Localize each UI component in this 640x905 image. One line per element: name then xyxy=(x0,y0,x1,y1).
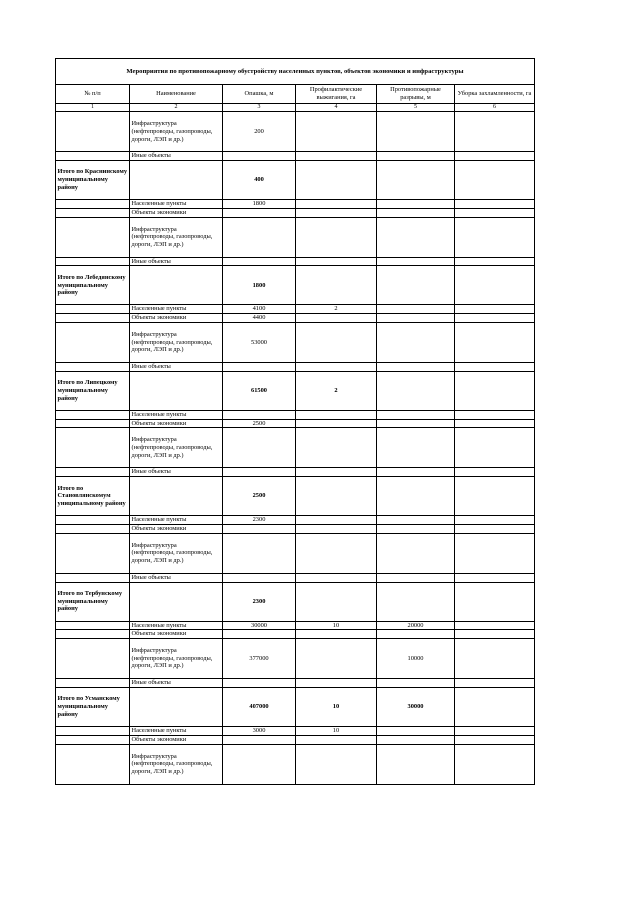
header-cell: Противопожарные разрывы, м xyxy=(377,85,455,104)
table-row xyxy=(56,217,535,257)
table-cell-c5 xyxy=(377,362,455,371)
table-cell-c4 xyxy=(296,516,377,525)
table-cell-c6 xyxy=(455,639,535,679)
table-cell-c6 xyxy=(455,371,535,410)
table-cell-c4 xyxy=(296,735,377,744)
table-cell-c5: 20000 xyxy=(377,621,455,630)
table-cell-c2: Объекты экономики xyxy=(130,735,223,744)
table-cell-c4 xyxy=(296,533,377,573)
table-cell-c5 xyxy=(377,726,455,735)
table-cell-c3 xyxy=(223,428,296,468)
table-cell-c3: 200 xyxy=(223,112,296,152)
table-row xyxy=(56,533,535,573)
table-cell-c2: Населенные пункты xyxy=(130,305,223,314)
table-cell-c4: 10 xyxy=(296,687,377,726)
table-cell-c1 xyxy=(56,152,130,161)
table-cell-c3 xyxy=(223,152,296,161)
document-sheet xyxy=(55,58,534,785)
district-total-row xyxy=(56,477,535,516)
table-cell-c1 xyxy=(56,112,130,152)
table-cell-c2: Иные объекты xyxy=(130,362,223,371)
column-number-cell: 4 xyxy=(296,104,377,112)
table-cell-c6 xyxy=(455,314,535,323)
column-number-cell: 2 xyxy=(130,104,223,112)
table-cell-c1 xyxy=(56,217,130,257)
table-row xyxy=(56,639,535,679)
table-cell-c4 xyxy=(296,152,377,161)
table-cell-c2: Иные объекты xyxy=(130,679,223,688)
table-cell-c6 xyxy=(455,477,535,516)
district-total-row xyxy=(56,160,535,199)
table-cell-c6 xyxy=(455,208,535,217)
district-total-row xyxy=(56,266,535,305)
table-cell-c2: Иные объекты xyxy=(130,257,223,266)
table-cell-c1 xyxy=(56,419,130,428)
table-cell-c2: Инфраструктура (нефтепроводы, газопроводы, дороги, ЛЭП и др.) xyxy=(130,744,223,784)
table-cell-c4 xyxy=(296,524,377,533)
column-number-row xyxy=(56,104,535,112)
table-cell-c6 xyxy=(455,410,535,419)
table-cell-c3: 407000 xyxy=(223,687,296,726)
table-cell-c5 xyxy=(377,477,455,516)
table-cell-c2: Иные объекты xyxy=(130,152,223,161)
table-cell-c3: 2300 xyxy=(223,516,296,525)
table-cell-c2 xyxy=(130,477,223,516)
table-cell-c4 xyxy=(296,744,377,784)
table-row xyxy=(56,428,535,468)
table-cell-c3: 1800 xyxy=(223,199,296,208)
table-cell-c5 xyxy=(377,199,455,208)
header-cell: Профилактические выжигания, га xyxy=(296,85,377,104)
table-cell-c1 xyxy=(56,516,130,525)
district-total-row xyxy=(56,687,535,726)
district-total-row xyxy=(56,582,535,621)
table-row xyxy=(56,322,535,362)
table-cell-c6 xyxy=(455,428,535,468)
table-cell-c4: 10 xyxy=(296,621,377,630)
table-row xyxy=(56,679,535,688)
table-cell-c2: Инфраструктура (нефтепроводы, газопроводы, дороги, ЛЭП и др.) xyxy=(130,428,223,468)
table-cell-c3: 30000 xyxy=(223,621,296,630)
table-cell-c4 xyxy=(296,266,377,305)
table-cell-c3: 2500 xyxy=(223,477,296,516)
table-cell-c2: Инфраструктура (нефтепроводы, газопроводы, дороги, ЛЭП и др.) xyxy=(130,533,223,573)
table-cell-c1 xyxy=(56,410,130,419)
table-cell-c3 xyxy=(223,744,296,784)
table-cell-c6 xyxy=(455,726,535,735)
table-cell-c1 xyxy=(56,257,130,266)
table-cell-c4 xyxy=(296,199,377,208)
table-cell-c2: Инфраструктура (нефтепроводы, газопроводы, дороги, ЛЭП и др.) xyxy=(130,639,223,679)
fire-safety-table xyxy=(55,58,535,785)
table-cell-c6 xyxy=(455,744,535,784)
table-cell-c6 xyxy=(455,152,535,161)
table-cell-c1 xyxy=(56,630,130,639)
table-row xyxy=(56,630,535,639)
table-cell-c6 xyxy=(455,621,535,630)
table-cell-c1: Итого по Становлянскомум униципальному району xyxy=(56,477,130,516)
table-cell-c2: Объекты экономики xyxy=(130,208,223,217)
table-cell-c5 xyxy=(377,152,455,161)
table-row xyxy=(56,199,535,208)
table-cell-c4 xyxy=(296,160,377,199)
table-cell-c3 xyxy=(223,410,296,419)
table-cell-c4 xyxy=(296,428,377,468)
table-cell-c5 xyxy=(377,516,455,525)
table-cell-c2 xyxy=(130,687,223,726)
table-cell-c5 xyxy=(377,533,455,573)
table-cell-c3 xyxy=(223,524,296,533)
table-cell-c1: Итого по Усманскому муниципальному району xyxy=(56,687,130,726)
table-cell-c2: Населенные пункты xyxy=(130,410,223,419)
table-cell-c1 xyxy=(56,621,130,630)
table-cell-c6 xyxy=(455,362,535,371)
table-row xyxy=(56,735,535,744)
table-cell-c1 xyxy=(56,468,130,477)
table-cell-c5 xyxy=(377,428,455,468)
table-cell-c5 xyxy=(377,582,455,621)
table-row xyxy=(56,152,535,161)
table-cell-c4 xyxy=(296,679,377,688)
table-cell-c6 xyxy=(455,679,535,688)
table-cell-c5 xyxy=(377,744,455,784)
table-cell-c6 xyxy=(455,305,535,314)
table-row xyxy=(56,744,535,784)
table-row xyxy=(56,314,535,323)
table-cell-c1 xyxy=(56,679,130,688)
table-cell-c5 xyxy=(377,410,455,419)
table-cell-c2: Населенные пункты xyxy=(130,199,223,208)
table-cell-c4 xyxy=(296,630,377,639)
table-cell-c3: 2500 xyxy=(223,419,296,428)
table-cell-c5 xyxy=(377,371,455,410)
table-cell-c2: Иные объекты xyxy=(130,468,223,477)
table-cell-c5 xyxy=(377,305,455,314)
table-title: Мероприятия по противопожарному обустройству населенных пунктов, объектов экономики и инфраструктуры xyxy=(56,59,535,85)
table-cell-c6 xyxy=(455,516,535,525)
table-cell-c6 xyxy=(455,217,535,257)
table-cell-c1 xyxy=(56,208,130,217)
table-cell-c5 xyxy=(377,160,455,199)
table-cell-c5 xyxy=(377,322,455,362)
table-cell-c5 xyxy=(377,419,455,428)
table-cell-c5: 10000 xyxy=(377,639,455,679)
table-cell-c1 xyxy=(56,362,130,371)
table-cell-c4 xyxy=(296,217,377,257)
table-cell-c6 xyxy=(455,266,535,305)
table-cell-c1 xyxy=(56,744,130,784)
table-cell-c2: Объекты экономики xyxy=(130,419,223,428)
table-cell-c5 xyxy=(377,573,455,582)
table-cell-c3: 4100 xyxy=(223,305,296,314)
table-row xyxy=(56,516,535,525)
table-cell-c2: Населенные пункты xyxy=(130,726,223,735)
table-row xyxy=(56,362,535,371)
table-cell-c5 xyxy=(377,208,455,217)
table-cell-c5 xyxy=(377,524,455,533)
table-cell-c5 xyxy=(377,112,455,152)
table-row xyxy=(56,573,535,582)
table-cell-c5 xyxy=(377,735,455,744)
table-cell-c3 xyxy=(223,208,296,217)
table-cell-c6 xyxy=(455,160,535,199)
table-cell-c2 xyxy=(130,582,223,621)
table-cell-c2: Населенные пункты xyxy=(130,621,223,630)
table-cell-c4 xyxy=(296,257,377,266)
table-cell-c6 xyxy=(455,582,535,621)
table-cell-c5 xyxy=(377,314,455,323)
district-total-row xyxy=(56,371,535,410)
table-cell-c4 xyxy=(296,582,377,621)
header-cell: Наименование xyxy=(130,85,223,104)
table-cell-c6 xyxy=(455,199,535,208)
table-cell-c2 xyxy=(130,266,223,305)
table-cell-c3: 2300 xyxy=(223,582,296,621)
table-cell-c3 xyxy=(223,217,296,257)
table-cell-c5 xyxy=(377,266,455,305)
table-cell-c4 xyxy=(296,208,377,217)
table-cell-c3 xyxy=(223,468,296,477)
table-cell-c6 xyxy=(455,687,535,726)
table-cell-c5 xyxy=(377,257,455,266)
table-cell-c5 xyxy=(377,679,455,688)
table-cell-c2 xyxy=(130,160,223,199)
table-cell-c6 xyxy=(455,524,535,533)
table-cell-c3 xyxy=(223,362,296,371)
table-cell-c5 xyxy=(377,217,455,257)
table-cell-c6 xyxy=(455,630,535,639)
table-row xyxy=(56,621,535,630)
table-cell-c1: Итого по Краснинскому муниципальному району xyxy=(56,160,130,199)
header-cell: Уборка захламленности, га xyxy=(455,85,535,104)
table-cell-c1 xyxy=(56,639,130,679)
table-row xyxy=(56,257,535,266)
table-cell-c4 xyxy=(296,314,377,323)
table-cell-c2: Объекты экономики xyxy=(130,314,223,323)
table-cell-c5 xyxy=(377,630,455,639)
table-cell-c6 xyxy=(455,419,535,428)
table-cell-c3: 377000 xyxy=(223,639,296,679)
column-number-cell: 5 xyxy=(377,104,455,112)
table-cell-c2: Инфраструктура (нефтепроводы, газопроводы, дороги, ЛЭП и др.) xyxy=(130,217,223,257)
table-cell-c6 xyxy=(455,322,535,362)
table-cell-c4 xyxy=(296,477,377,516)
table-cell-c1 xyxy=(56,305,130,314)
table-cell-c1 xyxy=(56,726,130,735)
table-cell-c4 xyxy=(296,573,377,582)
table-cell-c6 xyxy=(455,533,535,573)
table-row xyxy=(56,726,535,735)
table-cell-c3: 53000 xyxy=(223,322,296,362)
table-cell-c6 xyxy=(455,468,535,477)
table-cell-c4 xyxy=(296,322,377,362)
header-cell: № п/п xyxy=(56,85,130,104)
table-cell-c2: Объекты экономики xyxy=(130,630,223,639)
table-cell-c1 xyxy=(56,573,130,582)
table-row xyxy=(56,524,535,533)
table-cell-c4 xyxy=(296,419,377,428)
table-cell-c4: 2 xyxy=(296,371,377,410)
table-cell-c3: 4400 xyxy=(223,314,296,323)
table-cell-c2: Населенные пункты xyxy=(130,516,223,525)
table-cell-c3 xyxy=(223,573,296,582)
table-cell-c4: 10 xyxy=(296,726,377,735)
table-cell-c2: Инфраструктура (нефтепроводы, газопроводы, дороги, ЛЭП и др.) xyxy=(130,322,223,362)
table-cell-c3 xyxy=(223,257,296,266)
table-cell-c2: Инфраструктура (нефтепроводы, газопроводы, дороги, ЛЭП и др.) xyxy=(130,112,223,152)
table-cell-c1 xyxy=(56,314,130,323)
table-cell-c1 xyxy=(56,428,130,468)
table-cell-c5 xyxy=(377,468,455,477)
table-cell-c6 xyxy=(455,112,535,152)
table-cell-c6 xyxy=(455,735,535,744)
table-cell-c4 xyxy=(296,362,377,371)
table-cell-c4 xyxy=(296,639,377,679)
table-cell-c1 xyxy=(56,735,130,744)
table-cell-c4 xyxy=(296,468,377,477)
table-cell-c4 xyxy=(296,112,377,152)
header-cell: Опашка, м xyxy=(223,85,296,104)
table-cell-c1 xyxy=(56,199,130,208)
table-cell-c3: 1800 xyxy=(223,266,296,305)
column-number-cell: 1 xyxy=(56,104,130,112)
table-cell-c6 xyxy=(455,257,535,266)
column-number-cell: 3 xyxy=(223,104,296,112)
column-number-cell: 6 xyxy=(455,104,535,112)
table-row xyxy=(56,468,535,477)
table-cell-c3: 3000 xyxy=(223,726,296,735)
table-cell-c1: Итого по Тербунскому муниципальному району xyxy=(56,582,130,621)
table-cell-c4 xyxy=(296,410,377,419)
header-row xyxy=(56,85,535,104)
table-cell-c1 xyxy=(56,524,130,533)
table-cell-c2 xyxy=(130,371,223,410)
table-cell-c6 xyxy=(455,573,535,582)
table-row xyxy=(56,410,535,419)
table-cell-c3 xyxy=(223,630,296,639)
table-row xyxy=(56,305,535,314)
table-cell-c5: 30000 xyxy=(377,687,455,726)
table-cell-c1 xyxy=(56,533,130,573)
table-cell-c3: 400 xyxy=(223,160,296,199)
table-cell-c3 xyxy=(223,735,296,744)
table-cell-c2: Объекты экономики xyxy=(130,524,223,533)
table-row xyxy=(56,208,535,217)
table-cell-c4: 2 xyxy=(296,305,377,314)
table-row xyxy=(56,419,535,428)
table-row xyxy=(56,112,535,152)
table-cell-c1: Итого по Лебедянскому муниципальному району xyxy=(56,266,130,305)
table-cell-c2: Иные объекты xyxy=(130,573,223,582)
table-cell-c3 xyxy=(223,533,296,573)
table-cell-c1: Итого по Липецкому муниципальному району xyxy=(56,371,130,410)
table-cell-c3 xyxy=(223,679,296,688)
table-cell-c1 xyxy=(56,322,130,362)
table-cell-c3: 61500 xyxy=(223,371,296,410)
